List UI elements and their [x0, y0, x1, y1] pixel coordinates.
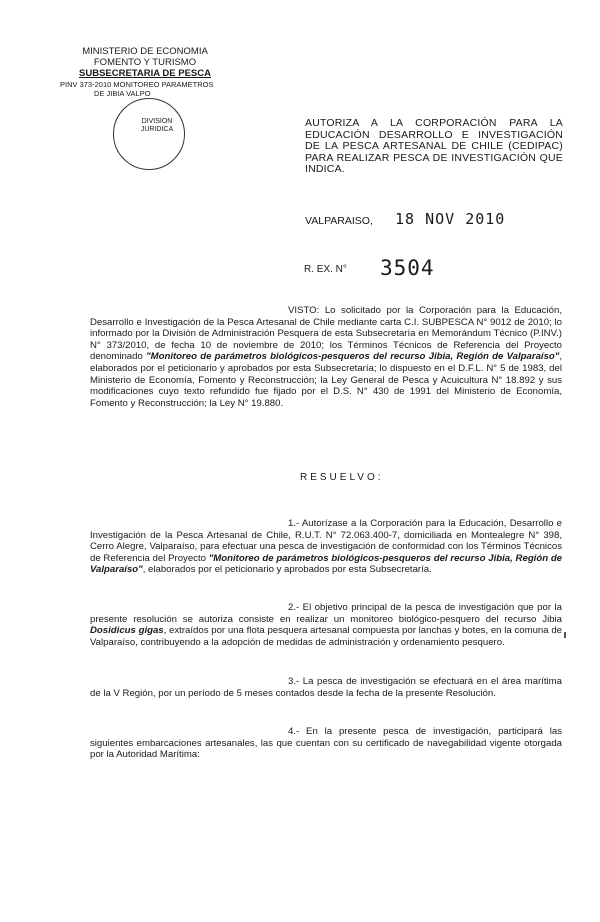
- item-4-lead: 4.- En la presente pesca de investigación, participará: [288, 726, 543, 737]
- stamp-line-1: DIVISION: [141, 118, 173, 125]
- resolution-subject: AUTORIZA A LA CORPORACIÓN PARA LA EDUCACIÓN DESARROLLO E INVESTIGACIÓN DE LA PESCA ARTESANAL DE CHILE (CEDIPAC) PARA REALIZAR PESCA DE INVESTIGACIÓN QUE INDICA.: [305, 117, 563, 175]
- margin-mark: [564, 632, 566, 638]
- ministry-line-1: MINISTERIO DE ECONOMIA: [82, 46, 208, 57]
- item-1-end: , elaborados por el peticionario y aprobados por esta Subsecretaría.: [142, 564, 432, 576]
- item-1-lead: 1.- Autorízase a la Corporación para la Educación,: [288, 518, 507, 529]
- rex-label: R. EX. N°: [304, 264, 347, 275]
- item-3: [90, 676, 562, 699]
- reference-line-2: DE JIBIA VALPO: [94, 88, 151, 98]
- visto-text-end: , elaborados por el peticionario y aprobados por esta Subsecretaría; lo dispuesto en el D.F.L. N° 5 de 1983, del Ministerio de Economía, Fomento y Reconstrucción; la Ley General de Pesca y Acuicultura N° 18.892 y sus modificaciones cuyo texto refundido fue fijado por el D.S. N° 430 de 1991 del Ministerio de Economía, Fomento y Reconstrucción; la Ley N° 19.880.: [90, 351, 562, 409]
- ministry-header: [60, 46, 230, 79]
- project-title: "Monitoreo de parámetros biológicos-pesqueros del recurso Jibia, Región de Valparaíso": [146, 351, 560, 363]
- reference-code: [60, 81, 230, 98]
- item-3-text: marítima de la V Región, por un período de 5 meses contados desde la fecha de la presente Resolución.: [90, 676, 562, 699]
- item-1-text: Desarrollo e Investigación de la Pesca Artesanal de Chile, R.U.T. N° 72.063.400-7, domiciliada en Montealegre N° 398, Cerro Alegre, Valparaíso, para efectuar una pesca de investigación de conformidad con los Términos Técnicos de Referencia del Proyecto: [90, 518, 562, 564]
- item-2-lead: 2.- El objetivo principal de la pesca de investigación: [288, 602, 515, 613]
- rex-number: 3504: [380, 256, 435, 280]
- item-1: [90, 518, 562, 576]
- item-1-project-title: "Monitoreo de parámetros biológicos-pesqueros del recurso Jibia, Región de Valparaíso": [90, 552, 563, 576]
- subsecretaria-line: SUBSECRETARIA DE PESCA: [79, 68, 211, 79]
- stamp-line-2: JURIDICA: [140, 126, 174, 133]
- place-label: VALPARAISO,: [305, 215, 373, 227]
- item-2-species: Dosidicus gigas: [90, 625, 164, 637]
- resuelvo-heading: RESUELVO:: [300, 472, 384, 483]
- item-4: [90, 726, 562, 761]
- item-2-text: que por la presente resolución se autoriza consiste en realizar un monitoreo biológico-pesquero del recurso Jibia: [90, 602, 562, 625]
- item-2: [90, 602, 562, 648]
- date-stamp: 18 NOV 2010: [395, 210, 506, 228]
- juridica-stamp: [113, 98, 185, 170]
- item-4-text: las siguientes embarcaciones artesanales, las que cuentan con su certificado de navegabilidad vigente otorgada por la Autoridad Marítima:: [90, 726, 562, 761]
- item-2-end: , extraídos por una flota pesquera artesanal compuesta por lanchas y botes, en la comuna de Valparaíso, contribuyendo a la adopción de medidas de administración y ordenamiento pesquero.: [90, 625, 562, 648]
- visto-lead: VISTO: Lo solicitado por la Corporación para la: [288, 305, 509, 316]
- ministry-line-2: FOMENTO Y TURISMO: [93, 57, 197, 68]
- visto-paragraph: [90, 305, 562, 409]
- visto-text: Educación, Desarrollo e Investigación de la Pesca Artesanal de Chile mediante carta C.I. SUBPESCA N° 9012 de 2010; lo informado por la División de Administración Pesquera de esta Subsecretaría en Memorándum Técnico (P.INV.) N° 373/2010, de fecha 10 de noviembre de 2010; los Términos Técnicos de Referencia del Proyecto denominado: [90, 305, 562, 363]
- stamp-text: [137, 118, 177, 134]
- item-3-lead: 3.- La pesca de investigación se efectuará en el área: [288, 676, 522, 687]
- reference-line-1: PINV 373-2010 MONITOREO PARAMETROS: [60, 80, 214, 89]
